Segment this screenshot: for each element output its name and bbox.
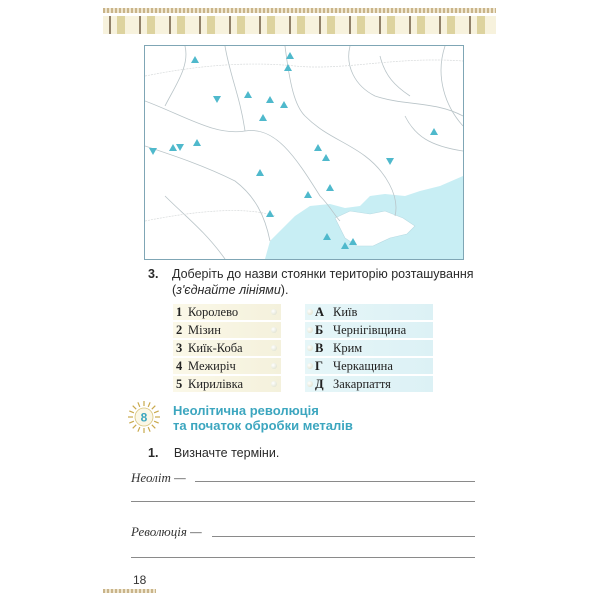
match-list-regions [305, 304, 433, 394]
item-label: Мізин [188, 322, 221, 337]
item-letter: Г [315, 358, 323, 373]
sun-badge-icon [127, 400, 161, 434]
connector-dot-icon[interactable] [271, 345, 277, 351]
page-number-stripe [103, 589, 156, 593]
connector-dot-icon[interactable] [307, 363, 313, 369]
item-label: Черкащина [333, 358, 393, 373]
header-stripe [103, 8, 496, 13]
term-label-neolith: Неоліт — [131, 470, 186, 485]
match-item-region[interactable] [305, 304, 433, 320]
match-item-site[interactable] [173, 322, 281, 338]
item-label: Киїк-Коба [188, 340, 243, 355]
item-number: 4 [176, 358, 183, 373]
task-instruction: Визначте терміни. [173, 446, 280, 460]
item-label: Крим [333, 340, 363, 355]
hint-paren-close: ). [280, 283, 289, 297]
task-instruction: Доберіть до назви стоянки територію розташування [172, 267, 474, 281]
section-number-badge [127, 400, 161, 434]
connector-dot-icon[interactable] [307, 381, 313, 387]
match-list-sites [173, 304, 281, 394]
connector-dot-icon[interactable] [307, 309, 313, 315]
task-number: 3. [148, 267, 159, 281]
section-number: 8 [140, 410, 148, 425]
item-letter: В [315, 340, 324, 355]
hint-paren-open: ( [172, 283, 177, 297]
connector-dot-icon[interactable] [271, 363, 277, 369]
connector-dot-icon[interactable] [271, 381, 277, 387]
item-label: Закарпаття [333, 376, 391, 391]
petroglyph-ornament [103, 16, 496, 34]
match-item-site[interactable] [173, 358, 281, 374]
item-letter: Д [315, 376, 324, 391]
item-number: 5 [176, 376, 183, 391]
task-1 [148, 446, 279, 460]
archaeological-sites-map [144, 45, 464, 260]
item-label: Межиріч [188, 358, 236, 373]
task-number: 1. [148, 446, 159, 460]
item-label: Київ [333, 304, 358, 319]
item-label: Королево [188, 304, 239, 319]
answer-line-neolith-1[interactable] [195, 481, 475, 482]
connector-dot-icon[interactable] [271, 309, 277, 315]
match-item-region[interactable] [305, 340, 433, 356]
task-hint: з'єднайте лініями [176, 283, 281, 297]
map-svg [145, 46, 463, 259]
match-item-site[interactable] [173, 304, 281, 320]
item-number: 1 [176, 304, 183, 319]
item-label: Чернігівщина [333, 322, 407, 337]
section-title [173, 403, 353, 433]
match-item-region[interactable] [305, 322, 433, 338]
decorative-header-band [103, 6, 496, 36]
page-number: 18 [133, 573, 147, 587]
connector-dot-icon[interactable] [271, 327, 277, 333]
item-letter: А [315, 304, 325, 319]
answer-line-revolution-1[interactable] [212, 536, 475, 537]
match-item-region[interactable] [305, 376, 433, 392]
item-label: Кирилівка [188, 376, 244, 391]
connector-dot-icon[interactable] [307, 327, 313, 333]
match-item-site[interactable] [173, 376, 281, 392]
item-number: 3 [176, 340, 183, 355]
connector-dot-icon[interactable] [307, 345, 313, 351]
section-title-line2: та початок обробки металів [173, 418, 353, 433]
section-title-line1: Неолітична революція [173, 403, 319, 418]
item-number: 2 [176, 322, 183, 337]
match-item-region[interactable] [305, 358, 433, 374]
answer-line-neolith-2[interactable] [131, 501, 475, 502]
term-label-revolution: Революція — [131, 524, 202, 539]
item-letter: Б [315, 322, 324, 337]
match-item-site[interactable] [173, 340, 281, 356]
answer-line-revolution-2[interactable] [131, 557, 475, 558]
task-3 [148, 266, 478, 298]
